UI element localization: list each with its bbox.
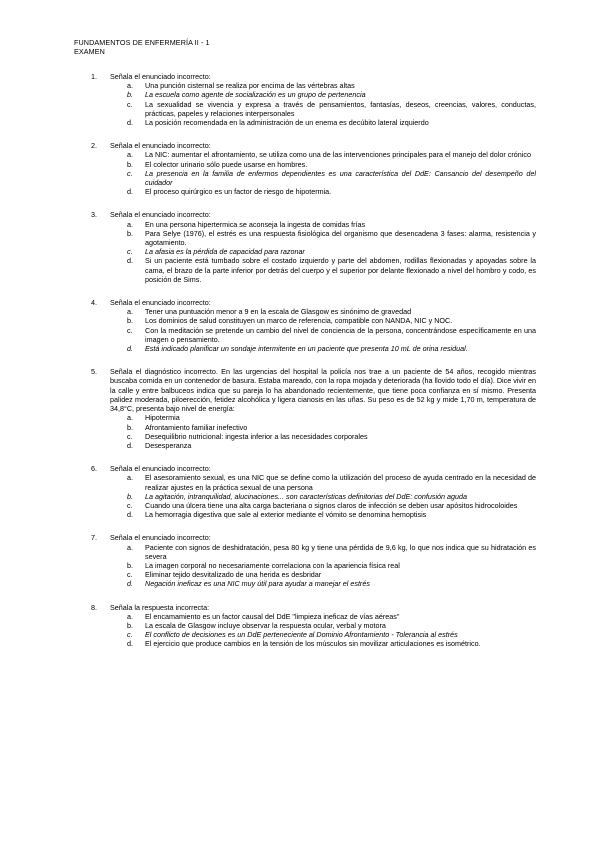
option-list <box>74 150 536 196</box>
option-a <box>127 307 536 317</box>
option-c <box>127 325 536 344</box>
option-letter: c. <box>127 431 133 441</box>
question-number: 4. <box>91 298 97 308</box>
question-list <box>74 72 536 649</box>
option-list <box>74 413 536 450</box>
option-text: La afasia es la pérdida de capacidad para razonar <box>145 247 305 257</box>
option-letter: d. <box>127 579 133 589</box>
option-d <box>127 118 536 128</box>
option-c <box>127 570 536 580</box>
option-a <box>127 150 536 160</box>
option-letter: b. <box>127 228 133 238</box>
option-letter: d. <box>127 118 133 128</box>
option-text: Negación ineficaz es una NIC muy útil para ayudar a manejar el estrés <box>145 579 370 589</box>
question-5 <box>74 367 536 450</box>
option-text: Eliminar tejido desvitalizado de una herida es desbridar <box>145 570 322 580</box>
option-d <box>127 256 536 284</box>
option-text: La hemorragia digestiva que sale al exterior mediante el vómito se denomina hemoptisis <box>145 510 427 520</box>
option-letter: a. <box>127 611 133 621</box>
option-b <box>127 422 536 432</box>
question-8 <box>74 603 536 649</box>
option-text: Si un paciente está tumbado sobre el costado izquierdo y parte del abdomen, rodillas flexionadas y apoyadas sobre la cama, el brazo de la parte inferior por detrás del cuerpo y el superior por delante flexionado a nivel del hombro y codo, es posición de Sims. <box>145 256 536 284</box>
option-b <box>127 620 536 630</box>
option-letter: c. <box>127 247 133 257</box>
option-text: Desesperanza <box>145 440 192 450</box>
option-text: Está indicado planificar un sondaje intermitente en un paciente que presenta 10 mL de orina residual. <box>145 344 468 354</box>
option-b <box>127 316 536 326</box>
option-letter: b. <box>127 620 133 630</box>
option-text: El encamamiento es un factor causal del DdE "limpieza ineficaz de vías aéreas" <box>145 611 400 621</box>
option-b <box>127 491 536 501</box>
question-4 <box>74 298 536 353</box>
option-letter: d. <box>127 510 133 520</box>
question-stem: Señala el enunciado incorrecto: <box>110 210 211 220</box>
option-list <box>74 307 536 353</box>
option-c <box>127 500 536 510</box>
option-text: Hipotermia <box>145 413 180 423</box>
option-b <box>127 560 536 570</box>
option-text: La imagen corporal no necesariamente correlaciona con la apariencia física real <box>145 560 400 570</box>
option-letter: c. <box>127 630 133 640</box>
option-c <box>127 99 536 118</box>
option-c <box>127 247 536 257</box>
option-text: La sexualidad se vivencia y expresa a través de pensamientos, fantasías, deseos, creencias, valores, conductas, prácticas, papeles y relaciones interpersonales <box>145 99 536 118</box>
question-number: 3. <box>91 210 97 220</box>
option-letter: b. <box>127 159 133 169</box>
option-a <box>127 413 536 423</box>
option-list <box>74 543 536 589</box>
option-letter: c. <box>127 99 133 109</box>
option-a <box>127 219 536 229</box>
option-c <box>127 168 536 188</box>
question-stem: Señala el enunciado incorrecto: <box>110 72 211 81</box>
option-a <box>127 473 536 492</box>
question-number: 2. <box>91 141 97 151</box>
question-stem: Señala el enunciado incorrecto: <box>110 141 211 151</box>
question-stem: Señala la respuesta incorrecta: <box>110 602 210 612</box>
option-letter: a. <box>127 81 133 91</box>
option-text: La agitación, intranquilidad, alucinaciones... son características definitorias del DdE: confusión aguda <box>145 491 468 501</box>
option-d <box>127 510 536 520</box>
document-header <box>74 38 210 56</box>
question-stem: Señala el diagnóstico incorrecto. En las urgencias del hospital la policía nos trae a un paciente de 54 años, recogido mientras buscaba comida en un contenedor de basura. Estaba mareado, con la ropa mojada y deteriorada (ha llovido todo el día). Dice vivir en la calle y entre balbuceos indica que su pareja lo ha abandonado recientemente, que tiene poca confianza en sí mismo. Presenta palidez moderada, piloerección, fetidez alcohólica y ligera cianosis en las uñas. Su peso es de 52 kg y mide 1,70 m, temperatura de 34,8°C, presenta bajo nivel de energía: <box>110 367 536 414</box>
option-letter: c. <box>127 500 133 510</box>
option-text: La escuela como agente de socialización es un grupo de pertenencia <box>145 90 366 100</box>
question-7 <box>74 533 536 588</box>
option-b <box>127 159 536 169</box>
option-d <box>127 639 536 649</box>
option-c <box>127 630 536 640</box>
option-text: La NIC: aumentar el afrontamiento, se utiliza como una de las intervenciones principales para el manejo del dolor crónico <box>145 150 531 160</box>
option-letter: b. <box>127 491 133 501</box>
option-letter: a. <box>127 473 133 483</box>
question-number: 1. <box>91 72 97 81</box>
question-6 <box>74 464 536 519</box>
option-text: El conflicto de decisiones es un DdE perteneciente al Dominio Afrontamiento - Tolerancia al estrés <box>145 630 458 640</box>
question-stem: Señala el enunciado incorrecto: <box>110 533 211 543</box>
option-letter: c. <box>127 325 133 335</box>
option-text: Cuando una úlcera tiene una alta carga bacteriana o signos claros de infección se deben usar apósitos hidrocoloides <box>145 500 518 510</box>
option-text: El ejercicio que produce cambios en la tensión de los músculos sin movilizar articulaciones es isométrico. <box>145 639 481 649</box>
document-type: EXAMEN <box>74 47 105 56</box>
option-letter: b. <box>127 422 133 432</box>
option-list <box>74 612 536 649</box>
option-letter: d. <box>127 639 133 649</box>
question-number: 5. <box>91 367 97 377</box>
option-text: Afrontamiento familiar inefectivo <box>145 422 248 432</box>
option-text: Tener una puntuación menor a 9 en la escala de Glasgow es sinónimo de gravedad <box>145 307 412 317</box>
option-text: Para Selye (1976), el estrés es una respuesta fisiológica del organismo que desencadena 3 fases: alarma, resistencia y agotamiento. <box>145 228 536 248</box>
option-text: La escala de Glasgow incluye observar la respuesta ocular, verbal y motora <box>145 620 386 630</box>
option-text: La posición recomendada en la administración de un enema es decúbito lateral izquierdo <box>145 118 429 128</box>
option-letter: d. <box>127 256 133 266</box>
option-text: La presencia en la familia de enfermos dependientes es una característica del DdE: Cansancio del desempeño del cuidador <box>145 168 536 188</box>
option-b <box>127 90 536 100</box>
option-letter: b. <box>127 316 133 326</box>
option-a <box>127 611 536 621</box>
question-number: 8. <box>91 602 97 612</box>
option-text: En una persona hipertermica se aconseja la ingesta de comidas frías <box>145 219 366 229</box>
question-stem: Señala el enunciado incorrecto: <box>110 464 211 474</box>
option-text: El proceso quirúrgico es un factor de riesgo de hipotermia. <box>145 187 332 197</box>
option-letter: d. <box>127 440 133 450</box>
option-d <box>127 187 536 197</box>
option-d <box>127 440 536 450</box>
option-letter: d. <box>127 344 133 354</box>
question-3 <box>74 210 536 284</box>
option-list <box>74 81 536 127</box>
question-number: 7. <box>91 533 97 543</box>
option-letter: a. <box>127 307 133 317</box>
option-d <box>127 579 536 589</box>
option-list <box>74 473 536 519</box>
option-letter: a. <box>127 413 133 423</box>
option-b <box>127 228 536 248</box>
option-list <box>74 220 536 284</box>
option-text: El colector urinario sólo puede usarse en hombres. <box>145 159 308 169</box>
option-text: El asesoramiento sexual, es una NIC que se define como la utilización del proceso de ayuda centrado en la necesidad de realizar ajustes en la práctica sexual de una persona <box>145 473 536 492</box>
option-c <box>127 431 536 441</box>
question-stem: Señala el enunciado incorrecto: <box>110 298 211 308</box>
option-letter: a. <box>127 150 133 160</box>
option-letter: b. <box>127 560 133 570</box>
option-text: Los dominios de salud constituyen un marco de referencia, compatible con NANDA, NIC y NOC. <box>145 316 453 326</box>
option-text: Con la meditación se pretende un cambio del nivel de conciencia de la persona, concentrándose específicamente en una imagen o pensamiento. <box>145 325 536 344</box>
question-number: 6. <box>91 464 97 474</box>
option-a <box>127 81 536 91</box>
option-text: Una punción cisternal se realiza por encima de las vértebras altas <box>145 81 355 91</box>
question-1 <box>74 72 536 127</box>
option-a <box>127 542 536 561</box>
option-letter: b. <box>127 90 133 100</box>
option-letter: c. <box>127 570 133 580</box>
option-text: Desequilibrio nutricional: ingesta inferior a las necesidades corporales <box>145 431 368 441</box>
question-2 <box>74 141 536 196</box>
option-d <box>127 344 536 354</box>
option-letter: c. <box>127 168 133 178</box>
course-title: FUNDAMENTOS DE ENFERMERÍA II - 1 <box>74 38 210 47</box>
option-letter: d. <box>127 187 133 197</box>
option-letter: a. <box>127 542 133 552</box>
option-letter: a. <box>127 219 133 229</box>
option-text: Paciente con signos de deshidratación, pesa 80 kg y tiene una pérdida de 9,6 kg, lo que nos indica que su hidratación es severa <box>145 542 536 561</box>
